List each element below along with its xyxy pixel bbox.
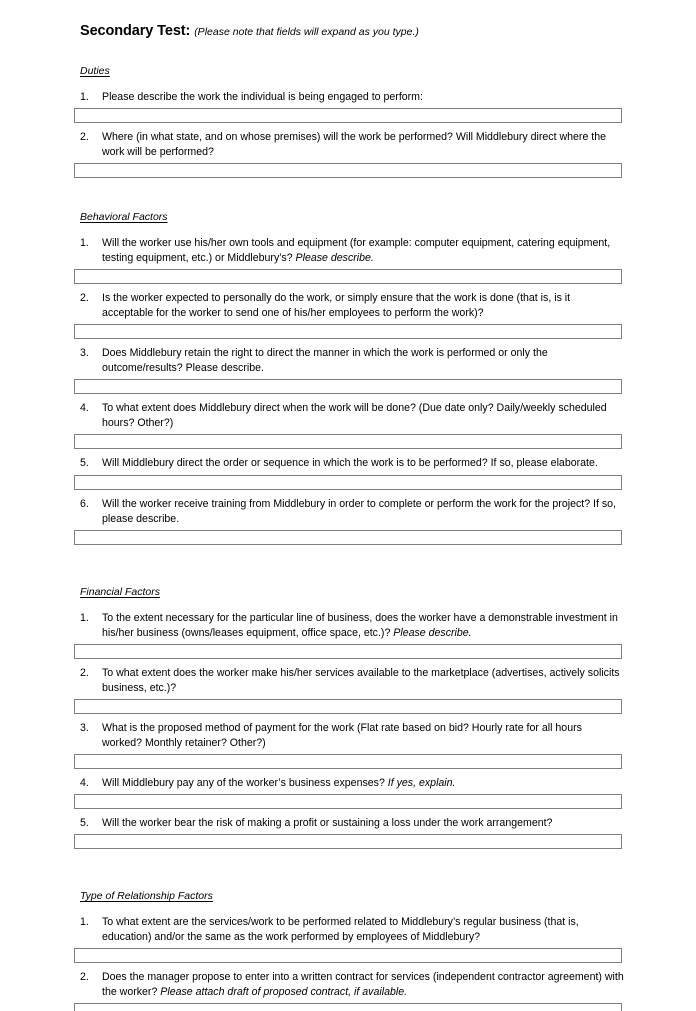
section-questions <box>80 90 640 178</box>
question-text-main: Will the worker use his/her own tools and equipment (for example: computer equipment, catering equipment, testing equipment, etc.) or Middlebury’s? <box>102 237 611 265</box>
question-number: 3. <box>80 721 89 734</box>
question-item <box>80 497 640 527</box>
question-text-main: To what extent does Middlebury direct when the work will be done? (Due date only? Daily/weekly scheduled hours? Other?) <box>102 402 607 430</box>
question-item <box>80 611 640 641</box>
question-number: 3. <box>80 347 89 360</box>
question-number: 2. <box>80 292 89 305</box>
question-text-emphasis: Please attach draft of proposed contract, if available. <box>160 985 408 998</box>
answer-input-field[interactable] <box>74 530 622 545</box>
question-item <box>80 970 640 1000</box>
question-item <box>80 346 640 376</box>
answer-input-field[interactable] <box>74 1003 622 1011</box>
answer-input-field[interactable] <box>74 379 622 394</box>
question-number: 5. <box>80 816 89 829</box>
question-text-main: To what extent are the services/work to be performed related to Middlebury’s regular business (that is, education) and/or the same as the work performed by employees of Middlebury? <box>102 915 579 943</box>
question-text-main: Will the worker receive training from Middlebury in order to complete or perform the work for the project? If so, please describe. <box>102 497 616 525</box>
question-item <box>80 456 640 471</box>
question-text <box>102 346 640 376</box>
answer-input-field[interactable] <box>74 324 622 339</box>
section-heading: Duties <box>80 65 110 78</box>
answer-input-field[interactable] <box>74 163 622 178</box>
question-text-main: Please describe the work the individual is being engaged to perform: <box>102 91 423 104</box>
section-questions <box>80 915 640 1011</box>
answer-input-field[interactable] <box>74 644 622 659</box>
question-text <box>102 401 640 431</box>
section-heading: Type of Relationship Factors <box>80 889 213 902</box>
answer-input-field[interactable] <box>74 699 622 714</box>
question-text <box>102 721 640 751</box>
question-item <box>80 236 640 266</box>
question-number: 1. <box>80 611 89 624</box>
question-number: 2. <box>80 666 89 679</box>
answer-input-field[interactable] <box>74 794 622 809</box>
answer-input-field[interactable] <box>74 475 622 490</box>
question-item <box>80 291 640 321</box>
answer-input-field[interactable] <box>74 434 622 449</box>
question-text <box>102 497 640 527</box>
question-text <box>102 291 640 321</box>
question-text <box>102 816 640 831</box>
question-item <box>80 816 640 831</box>
question-item <box>80 130 640 160</box>
question-text-main: Will Middlebury direct the order or sequence in which the work is to be performed? If so, please elaborate. <box>102 457 598 470</box>
answer-input-field[interactable] <box>74 834 622 849</box>
answer-input-field[interactable] <box>74 108 622 123</box>
answer-input-field[interactable] <box>74 948 622 963</box>
question-item <box>80 721 640 751</box>
section-heading: Behavioral Factors <box>80 211 168 224</box>
question-text-emphasis: If yes, explain. <box>387 776 456 789</box>
form-sections <box>80 61 640 1011</box>
question-text-emphasis: Please describe. <box>393 626 472 639</box>
question-text <box>102 130 640 160</box>
question-text <box>102 915 640 945</box>
page-title-note: (Please note that fields will expand as you type.) <box>194 26 419 38</box>
question-text <box>102 666 640 696</box>
question-item <box>80 915 640 945</box>
section-questions <box>80 611 640 849</box>
question-text <box>102 90 640 105</box>
question-number: 2. <box>80 970 89 983</box>
question-number: 1. <box>80 91 89 104</box>
question-text <box>102 236 640 266</box>
answer-input-field[interactable] <box>74 269 622 284</box>
question-number: 4. <box>80 776 89 789</box>
question-text-main: To the extent necessary for the particular line of business, does the worker have a demonstrable investment in his/her business (owns/leases equipment, office space, etc.)? <box>102 611 618 639</box>
question-number: 1. <box>80 237 89 250</box>
question-item <box>80 401 640 431</box>
section-heading: Financial Factors <box>80 585 160 598</box>
question-number: 6. <box>80 497 89 510</box>
question-text <box>102 970 640 1000</box>
question-text <box>102 776 640 791</box>
question-text <box>102 611 640 641</box>
question-text-main: Will Middlebury pay any of the worker’s business expenses? <box>102 776 388 789</box>
form-section <box>80 207 640 544</box>
question-text-main: Does the manager propose to enter into a written contract for services (independent contractor agreement) with the worker? <box>102 970 624 998</box>
question-item <box>80 666 640 696</box>
question-number: 2. <box>80 131 89 144</box>
question-item <box>80 776 640 791</box>
form-section <box>80 61 640 178</box>
question-number: 5. <box>80 457 89 470</box>
question-item <box>80 90 640 105</box>
answer-input-field[interactable] <box>74 754 622 769</box>
question-text-main: Where (in what state, and on whose premises) will the work be performed? Will Middlebury direct where the work will be performed? <box>102 131 607 159</box>
page-title <box>80 22 640 40</box>
question-text-main: Will the worker bear the risk of making a profit or sustaining a loss under the work arrangement? <box>102 816 553 829</box>
form-section <box>80 886 640 1011</box>
section-questions <box>80 236 640 544</box>
question-text-main: What is the proposed method of payment for the work (Flat rate based on bid? Hourly rate for all hours worked? Monthly retainer? Other?) <box>102 721 582 749</box>
page-title-text: Secondary Test: <box>80 23 191 39</box>
question-number: 1. <box>80 915 89 928</box>
form-section <box>80 582 640 849</box>
question-text <box>102 456 640 471</box>
question-text-main: Does Middlebury retain the right to direct the manner in which the work is performed or only the outcome/results? Please describe. <box>102 347 548 375</box>
question-number: 4. <box>80 402 89 415</box>
question-text-main: Is the worker expected to personally do the work, or simply ensure that the work is done (that is, is it acceptable for the worker to send one of his/her employees to perform the work)? <box>102 292 571 320</box>
question-text-emphasis: Please describe. <box>295 252 374 265</box>
question-text-main: To what extent does the worker make his/her services available to the marketplace (advertises, actively solicits business, etc.)? <box>102 666 620 694</box>
